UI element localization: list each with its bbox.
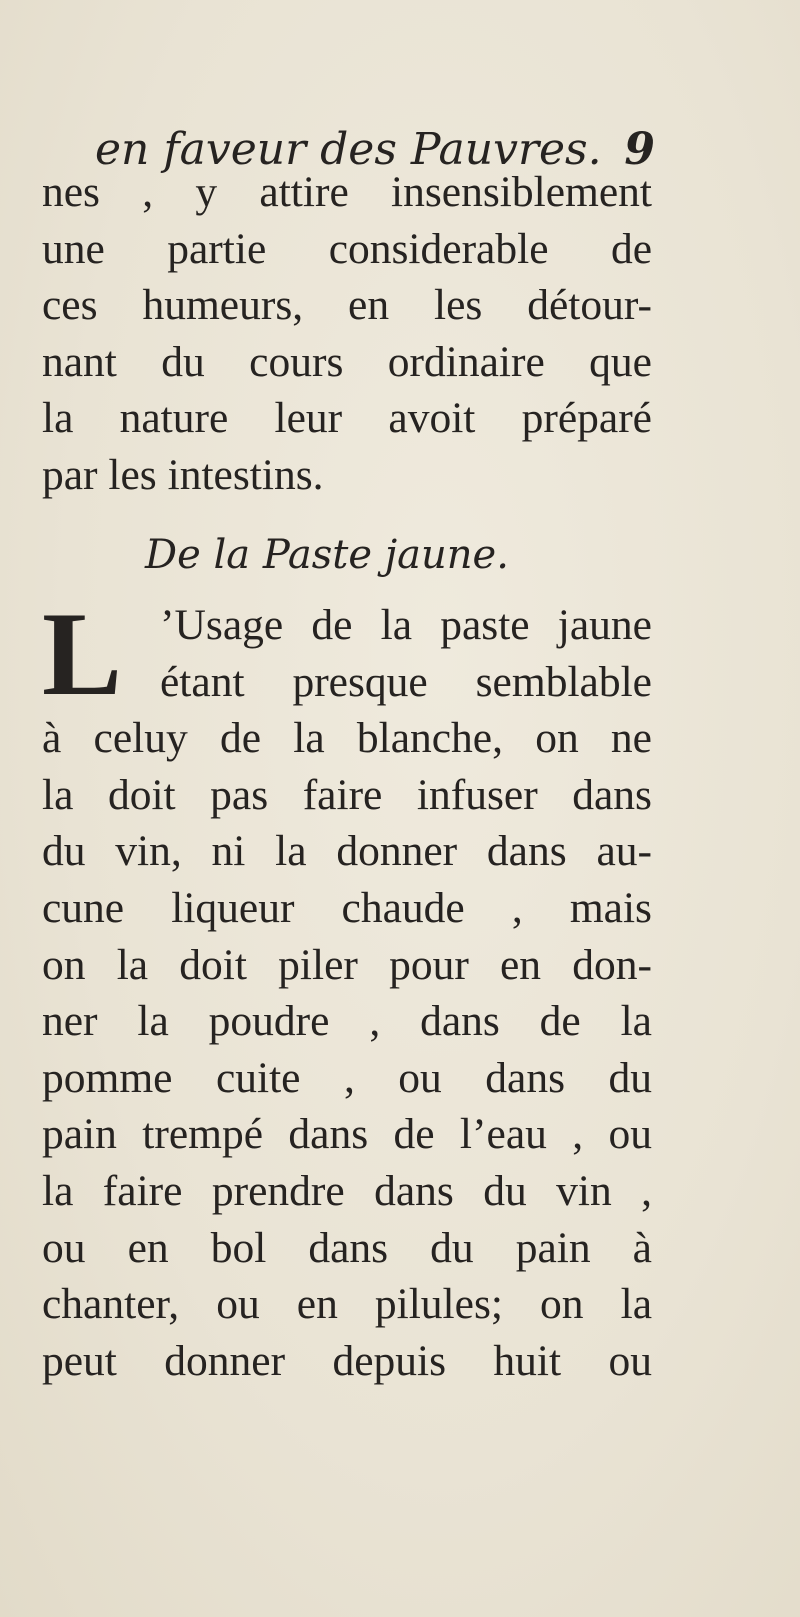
text-line: pomme cuite , ou dans du	[42, 1053, 652, 1102]
text-line: ner la poudre , dans de la	[42, 997, 652, 1046]
text-line: une partie considerable de	[42, 224, 652, 273]
paragraph-continued	[42, 164, 652, 504]
text-line: étant presque semblable	[160, 657, 652, 706]
text-line: ’Usage de la paste jaune	[160, 601, 652, 649]
text-line: la faire prendre dans du vin ,	[42, 1166, 652, 1215]
text-line: pain trempé dans de l’eau , ou	[42, 1110, 652, 1159]
page-number: 9	[624, 124, 655, 175]
text-line: la nature leur avoit préparé	[42, 394, 652, 443]
paragraph-section	[42, 587, 652, 1389]
text-line: on la doit piler pour en don-	[42, 940, 652, 989]
text-line: à celuy de la blanche, on ne	[42, 714, 652, 763]
text-line: cune liqueur chaude , mais	[42, 883, 652, 932]
text-line: du vin, ni la donner dans au-	[42, 827, 652, 876]
section-title: De la Paste jaune.	[145, 532, 509, 578]
text-line: ces humeurs, en les détour-	[42, 281, 652, 330]
text-line: nant du cours ordinaire que	[42, 337, 652, 386]
text-line: nes , y attire insensiblement	[42, 168, 652, 216]
text-line: la doit pas faire infuser dans	[42, 770, 652, 819]
running-title: en faveur des Pauvres.	[95, 124, 602, 175]
text-line: ou en bol dans du pain à	[42, 1223, 652, 1272]
text-line: par les intestins.	[42, 450, 324, 499]
text-line: peut donner depuis huit ou	[42, 1336, 652, 1385]
drop-cap: L	[42, 587, 123, 720]
text-line: chanter, ou en pilules; on la	[42, 1280, 652, 1329]
